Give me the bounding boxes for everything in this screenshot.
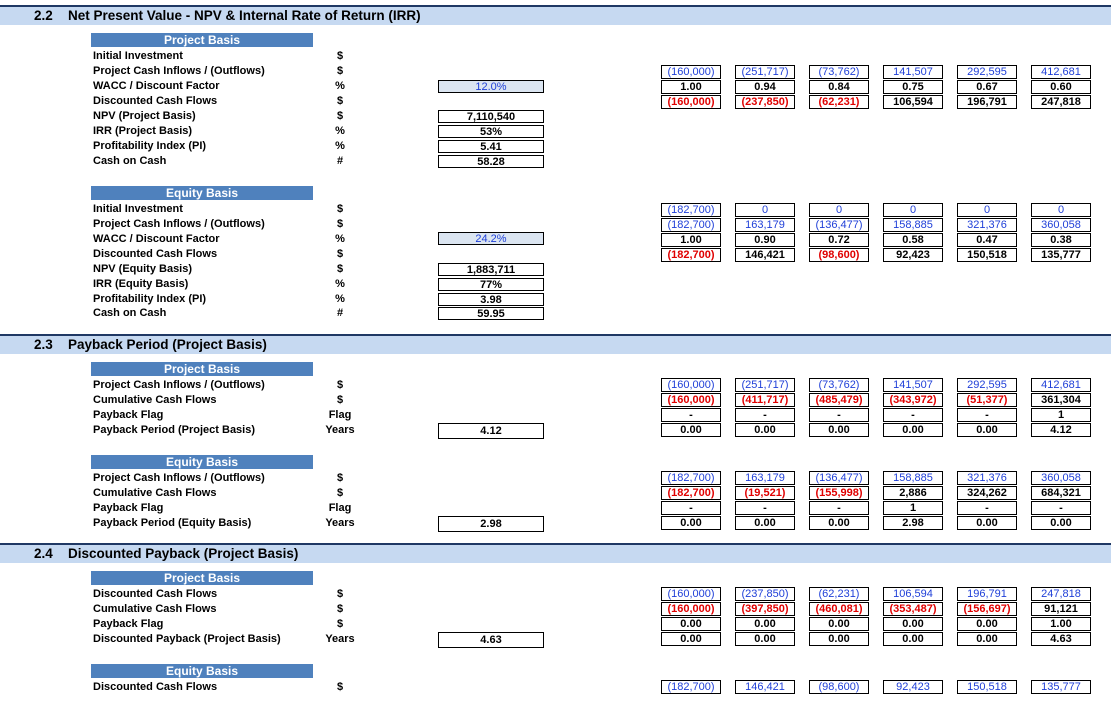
unit: $ xyxy=(336,603,344,615)
grid-cell[interactable]: 150,518 xyxy=(957,680,1017,694)
grid-cell: - xyxy=(957,501,1017,515)
unit: $ xyxy=(336,588,344,600)
grid-cell: 0.00 xyxy=(735,423,795,437)
grid-cell: (460,081) xyxy=(809,602,869,616)
unit: $ xyxy=(336,263,344,275)
grid-cell[interactable]: 292,595 xyxy=(957,65,1017,79)
unit: % xyxy=(335,125,345,137)
grid-cell: (411,717) xyxy=(735,393,795,407)
grid-cell: 0.00 xyxy=(957,632,1017,646)
label: Discounted Cash Flows xyxy=(93,681,218,693)
grid-cell[interactable]: (73,762) xyxy=(809,65,869,79)
label: Payback Flag xyxy=(93,618,164,630)
grid-cell[interactable]: 146,421 xyxy=(735,680,795,694)
grid-cell: (62,231) xyxy=(809,95,869,109)
unit: $ xyxy=(336,65,344,77)
grid-cell: 1.00 xyxy=(1031,617,1091,631)
unit: $ xyxy=(336,203,344,215)
grid-cell: 0.00 xyxy=(661,617,721,631)
grid-cell[interactable]: 0 xyxy=(1031,203,1091,217)
payback-period-value: 2.98 xyxy=(438,516,544,532)
section-header-npv xyxy=(0,5,1111,25)
grid-cell: 0.00 xyxy=(661,423,721,437)
grid-cell: 0.72 xyxy=(809,233,869,247)
label: Payback Period (Project Basis) xyxy=(93,424,256,436)
grid-cell: 0.00 xyxy=(809,617,869,631)
grid-cell[interactable]: (136,477) xyxy=(809,218,869,232)
grid-cell[interactable]: (251,717) xyxy=(735,378,795,392)
unit: $ xyxy=(336,379,344,391)
grid-cell: 2,886 xyxy=(883,486,943,500)
grid-cell: 91,121 xyxy=(1031,602,1091,616)
unit: $ xyxy=(336,50,344,62)
label: Payback Flag xyxy=(93,502,164,514)
grid-cell[interactable]: (237,850) xyxy=(735,587,795,601)
grid-cell: 0.47 xyxy=(957,233,1017,247)
grid-cell[interactable]: (251,717) xyxy=(735,65,795,79)
label: IRR (Equity Basis) xyxy=(93,278,189,290)
label: Discounted Cash Flows xyxy=(93,248,218,260)
label: Initial Investment xyxy=(93,203,183,215)
label: Profitability Index (PI) xyxy=(93,293,207,305)
label: Project Cash Inflows / (Outflows) xyxy=(93,379,265,391)
grid-cell: 0.00 xyxy=(1031,516,1091,530)
section-number: 2.2 xyxy=(34,8,53,23)
label: Discounted Payback (Project Basis) xyxy=(93,633,281,645)
unit: $ xyxy=(336,472,344,484)
grid-cell[interactable]: 92,423 xyxy=(883,680,943,694)
grid-cell: (160,000) xyxy=(661,602,721,616)
label: Payback Flag xyxy=(93,409,164,421)
basis-header-equity: Equity Basis xyxy=(91,455,313,469)
grid-cell: 0.00 xyxy=(809,423,869,437)
label: NPV (Project Basis) xyxy=(93,110,196,122)
grid-cell: 1.00 xyxy=(661,233,721,247)
label: Cash on Cash xyxy=(93,155,167,167)
unit: % xyxy=(335,233,345,245)
grid-cell: 106,594 xyxy=(883,95,943,109)
grid-cell: - xyxy=(957,408,1017,422)
unit: # xyxy=(336,155,344,167)
grid-cell: 0.58 xyxy=(883,233,943,247)
grid-cell[interactable]: 360,058 xyxy=(1031,218,1091,232)
grid-cell: 0.00 xyxy=(809,516,869,530)
grid-cell[interactable]: 135,777 xyxy=(1031,680,1091,694)
unit: $ xyxy=(336,487,344,499)
unit: % xyxy=(335,140,345,152)
section-title: Net Present Value - NPV & Internal Rate of Return (IRR) xyxy=(68,8,421,23)
unit: $ xyxy=(336,110,344,122)
grid-cell: 150,518 xyxy=(957,248,1017,262)
grid-cell: - xyxy=(661,408,721,422)
unit: # xyxy=(336,307,344,319)
grid-cell: (343,972) xyxy=(883,393,943,407)
npv-value: 7,110,540 xyxy=(438,110,544,123)
grid-cell: - xyxy=(661,501,721,515)
unit: $ xyxy=(336,248,344,260)
grid-cell: 2.98 xyxy=(883,516,943,530)
unit: Flag xyxy=(328,409,352,421)
grid-cell: 0.38 xyxy=(1031,233,1091,247)
grid-cell: 1 xyxy=(1031,408,1091,422)
grid-cell[interactable]: 360,058 xyxy=(1031,471,1091,485)
grid-cell[interactable]: (182,700) xyxy=(661,218,721,232)
grid-cell: 146,421 xyxy=(735,248,795,262)
pi-value: 5.41 xyxy=(438,140,544,153)
unit: $ xyxy=(336,218,344,230)
grid-cell[interactable]: 0 xyxy=(883,203,943,217)
grid-cell[interactable]: (73,762) xyxy=(809,378,869,392)
grid-cell: (182,700) xyxy=(661,248,721,262)
grid-cell: - xyxy=(735,501,795,515)
label: Discounted Cash Flows xyxy=(93,95,218,107)
grid-cell: 0.00 xyxy=(735,516,795,530)
grid-cell: 0.00 xyxy=(883,617,943,631)
grid-cell[interactable]: 412,681 xyxy=(1031,378,1091,392)
wacc-input[interactable]: 24.2% xyxy=(438,232,544,245)
discounted-payback-value: 4.63 xyxy=(438,632,544,648)
unit: % xyxy=(335,278,345,290)
grid-cell[interactable]: 292,595 xyxy=(957,378,1017,392)
label: Initial Investment xyxy=(93,50,183,62)
label: Profitability Index (PI) xyxy=(93,140,207,152)
irr-value: 77% xyxy=(438,278,544,291)
grid-cell: 4.63 xyxy=(1031,632,1091,646)
unit: Flag xyxy=(328,502,352,514)
payback-period-value: 4.12 xyxy=(438,423,544,439)
grid-cell: (19,521) xyxy=(735,486,795,500)
label: Project Cash Inflows / (Outflows) xyxy=(93,218,265,230)
basis-header-project: Project Basis xyxy=(91,571,313,585)
grid-cell: - xyxy=(735,408,795,422)
grid-cell: - xyxy=(809,408,869,422)
unit: Years xyxy=(325,633,355,645)
coc-value: 58.28 xyxy=(438,155,544,168)
grid-cell[interactable]: (182,700) xyxy=(661,471,721,485)
label: Cumulative Cash Flows xyxy=(93,487,217,499)
grid-cell[interactable]: 106,594 xyxy=(883,587,943,601)
grid-cell[interactable]: 141,507 xyxy=(883,378,943,392)
basis-header-equity: Equity Basis xyxy=(91,664,313,678)
unit: Years xyxy=(325,517,355,529)
grid-cell: 0.00 xyxy=(735,617,795,631)
section-title: Discounted Payback (Project Basis) xyxy=(68,546,299,561)
unit: % xyxy=(335,80,345,92)
grid-cell: 0.00 xyxy=(957,423,1017,437)
grid-cell[interactable]: 0 xyxy=(957,203,1017,217)
grid-cell: 0.00 xyxy=(957,516,1017,530)
label: Discounted Cash Flows xyxy=(93,588,218,600)
grid-cell: (98,600) xyxy=(809,248,869,262)
unit: $ xyxy=(336,681,344,693)
unit: Years xyxy=(325,424,355,436)
grid-cell: 0.00 xyxy=(735,632,795,646)
grid-cell: 92,423 xyxy=(883,248,943,262)
grid-cell: 0.60 xyxy=(1031,80,1091,94)
label: Project Cash Inflows / (Outflows) xyxy=(93,472,265,484)
grid-cell[interactable]: 163,179 xyxy=(735,218,795,232)
grid-cell: 0.94 xyxy=(735,80,795,94)
grid-cell[interactable]: 0 xyxy=(809,203,869,217)
grid-cell[interactable]: 158,885 xyxy=(883,218,943,232)
grid-cell[interactable]: 247,818 xyxy=(1031,587,1091,601)
wacc-input[interactable]: 12.0% xyxy=(438,80,544,93)
grid-cell[interactable]: 412,681 xyxy=(1031,65,1091,79)
grid-cell[interactable]: 141,507 xyxy=(883,65,943,79)
grid-cell: 324,262 xyxy=(957,486,1017,500)
grid-cell[interactable]: (98,600) xyxy=(809,680,869,694)
grid-cell: 196,791 xyxy=(957,95,1017,109)
unit: $ xyxy=(336,618,344,630)
grid-cell: 0.84 xyxy=(809,80,869,94)
pi-value: 3.98 xyxy=(438,293,544,306)
section-number: 2.3 xyxy=(34,337,53,352)
grid-cell: 247,818 xyxy=(1031,95,1091,109)
grid-cell[interactable]: (160,000) xyxy=(661,587,721,601)
label: Cumulative Cash Flows xyxy=(93,603,217,615)
grid-cell: 0.00 xyxy=(957,617,1017,631)
grid-cell: (160,000) xyxy=(661,95,721,109)
grid-cell: - xyxy=(809,501,869,515)
basis-header-project: Project Basis xyxy=(91,33,313,47)
grid-cell: (237,850) xyxy=(735,95,795,109)
grid-cell: 1.00 xyxy=(661,80,721,94)
grid-cell: (485,479) xyxy=(809,393,869,407)
npv-value: 1,883,711 xyxy=(438,263,544,276)
label: WACC / Discount Factor xyxy=(93,233,220,245)
grid-cell: (51,377) xyxy=(957,393,1017,407)
grid-cell: 0.00 xyxy=(883,423,943,437)
grid-cell[interactable]: 196,791 xyxy=(957,587,1017,601)
grid-cell[interactable]: (160,000) xyxy=(661,378,721,392)
section-header-payback xyxy=(0,334,1111,354)
grid-cell: 1 xyxy=(883,501,943,515)
grid-cell[interactable]: (136,477) xyxy=(809,471,869,485)
grid-cell: (397,850) xyxy=(735,602,795,616)
unit: $ xyxy=(336,394,344,406)
label: WACC / Discount Factor xyxy=(93,80,220,92)
grid-cell[interactable]: 321,376 xyxy=(957,218,1017,232)
label: Cumulative Cash Flows xyxy=(93,394,217,406)
grid-cell: 684,321 xyxy=(1031,486,1091,500)
grid-cell: 0.00 xyxy=(661,516,721,530)
grid-cell: 361,304 xyxy=(1031,393,1091,407)
label: NPV (Equity Basis) xyxy=(93,263,193,275)
label: Payback Period (Equity Basis) xyxy=(93,517,252,529)
coc-value: 59.95 xyxy=(438,307,544,320)
grid-cell: (156,697) xyxy=(957,602,1017,616)
section-header-discounted-payback xyxy=(0,543,1111,563)
grid-cell[interactable]: 163,179 xyxy=(735,471,795,485)
grid-cell[interactable]: 321,376 xyxy=(957,471,1017,485)
grid-cell: 135,777 xyxy=(1031,248,1091,262)
grid-cell: 0.67 xyxy=(957,80,1017,94)
grid-cell: 0.75 xyxy=(883,80,943,94)
grid-cell[interactable]: (182,700) xyxy=(661,680,721,694)
grid-cell: 0.00 xyxy=(661,632,721,646)
grid-cell: (160,000) xyxy=(661,393,721,407)
label: IRR (Project Basis) xyxy=(93,125,193,137)
grid-cell[interactable]: (62,231) xyxy=(809,587,869,601)
grid-cell[interactable]: 158,885 xyxy=(883,471,943,485)
label: Project Cash Inflows / (Outflows) xyxy=(93,65,265,77)
grid-cell[interactable]: (160,000) xyxy=(661,65,721,79)
label: Cash on Cash xyxy=(93,307,167,319)
grid-cell: - xyxy=(883,408,943,422)
grid-cell: 4.12 xyxy=(1031,423,1091,437)
grid-cell[interactable]: 0 xyxy=(735,203,795,217)
grid-cell: 0.90 xyxy=(735,233,795,247)
basis-header-project: Project Basis xyxy=(91,362,313,376)
unit: % xyxy=(335,293,345,305)
grid-cell: (182,700) xyxy=(661,486,721,500)
grid-cell: 0.00 xyxy=(809,632,869,646)
grid-cell[interactable]: (182,700) xyxy=(661,203,721,217)
section-number: 2.4 xyxy=(34,546,53,561)
unit: $ xyxy=(336,95,344,107)
irr-value: 53% xyxy=(438,125,544,138)
grid-cell: (155,998) xyxy=(809,486,869,500)
grid-cell: 0.00 xyxy=(883,632,943,646)
basis-header-equity: Equity Basis xyxy=(91,186,313,200)
section-title: Payback Period (Project Basis) xyxy=(68,337,267,352)
grid-cell: - xyxy=(1031,501,1091,515)
grid-cell: (353,487) xyxy=(883,602,943,616)
